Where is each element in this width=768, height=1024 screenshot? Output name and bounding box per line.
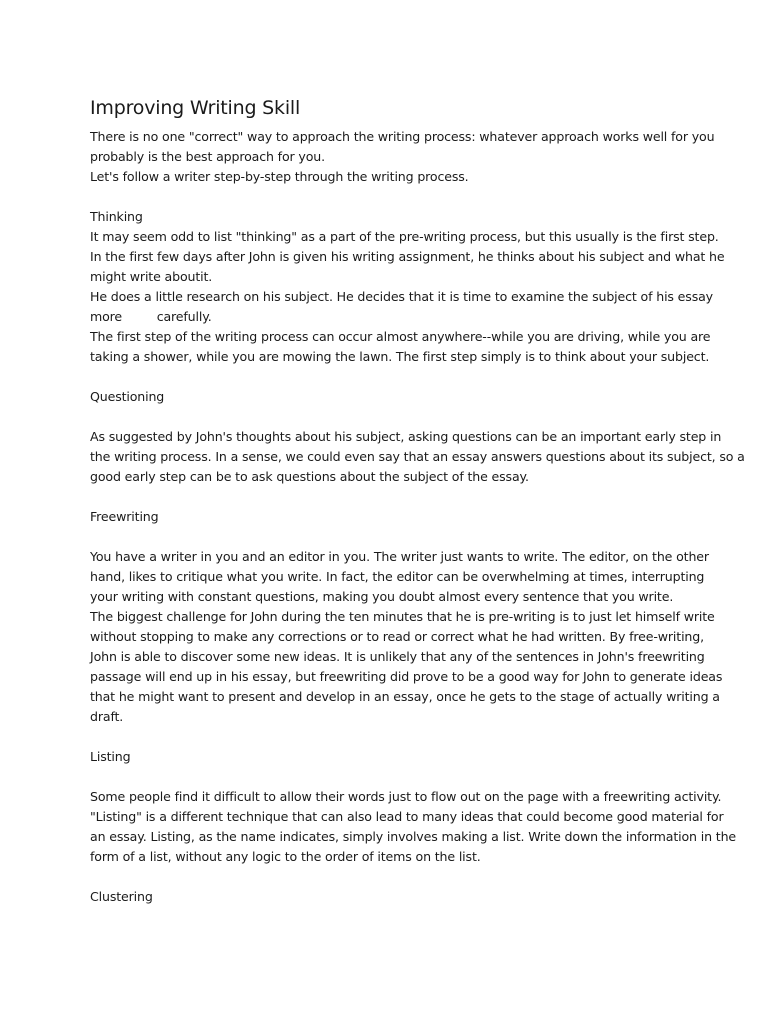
text-line: As suggested by John's thoughts about his subject, asking questions can be an important early step in	[90, 429, 722, 444]
text-line: hand, likes to critique what you write. In fact, the editor can be overwhelming at times, interrupting	[90, 569, 705, 584]
spacer	[90, 367, 690, 387]
text-line: more carefully.	[90, 309, 212, 324]
text-line: The biggest challenge for John during the ten minutes that he is pre-writing is to just let himself write	[90, 609, 715, 624]
section-heading: Thinking	[90, 209, 143, 224]
text-line: He does a little research on his subject. He decides that it is time to examine the subject of his essay	[90, 289, 713, 304]
spacer	[90, 767, 690, 787]
spacer	[90, 527, 690, 547]
text-line: taking a shower, while you are mowing the lawn. The first step simply is to think about your subject.	[90, 349, 710, 364]
text-line: good early step can be to ask questions about the subject of the essay.	[90, 469, 529, 484]
section-heading: Clustering	[90, 889, 153, 904]
text-line: John is able to discover some new ideas. It is unlikely that any of the sentences in John's freewriting	[90, 649, 705, 664]
text-line: the writing process. In a sense, we could even say that an essay answers questions about its subject, so a	[90, 449, 745, 464]
text-line: without stopping to make any corrections or to read or correct what he had written. By free-writing,	[90, 629, 704, 644]
text-line: draft.	[90, 709, 124, 724]
spacer	[90, 727, 690, 747]
section-heading: Freewriting	[90, 509, 159, 524]
text-line: Some people find it difficult to allow their words just to flow out on the page with a freewriting activity.	[90, 789, 722, 804]
spacer	[90, 867, 690, 887]
text-line: that he might want to present and develop in an essay, once he gets to the stage of actually writing a	[90, 689, 720, 704]
text-line: Let's follow a writer step-by-step through the writing process.	[90, 169, 469, 184]
section-thinking	[90, 207, 725, 367]
text-line: There is no one "correct" way to approach the writing process: whatever approach works well for you	[90, 129, 715, 144]
spacer	[90, 487, 690, 507]
text-line: an essay. Listing, as the name indicates, simply involves making a list. Write down the information in the	[90, 829, 736, 844]
text-line: passage will end up in his essay, but freewriting did prove to be a good way for John to generate ideas	[90, 669, 723, 684]
section-questioning	[90, 387, 745, 487]
section-heading: Questioning	[90, 389, 165, 404]
text-line: The first step of the writing process can occur almost anywhere--while you are driving, while you are	[90, 329, 711, 344]
text-line: probably is the best approach for you.	[90, 149, 325, 164]
intro-paragraph	[90, 127, 715, 187]
spacer	[90, 407, 690, 427]
text-line: "Listing" is a different technique that can also lead to many ideas that could become good material for	[90, 809, 724, 824]
section-freewriting	[90, 507, 723, 727]
text-line: You have a writer in you and an editor in you. The writer just wants to write. The editor, on the other	[90, 549, 709, 564]
text-line: might write aboutit.	[90, 269, 213, 284]
text-line: your writing with constant questions, making you doubt almost every sentence that you write.	[90, 589, 674, 604]
text-line: In the first few days after John is given his writing assignment, he thinks about his subject and what he	[90, 249, 725, 264]
text-line: It may seem odd to list "thinking" as a part of the pre-writing process, but this usually is the first step.	[90, 229, 719, 244]
document-page	[90, 95, 745, 907]
spacer	[90, 187, 690, 207]
text-line: form of a list, without any logic to the order of items on the list.	[90, 849, 481, 864]
page-title: Improving Writing Skill	[90, 97, 301, 119]
section-heading: Listing	[90, 749, 131, 764]
section-clustering	[90, 887, 690, 907]
section-listing	[90, 747, 736, 867]
